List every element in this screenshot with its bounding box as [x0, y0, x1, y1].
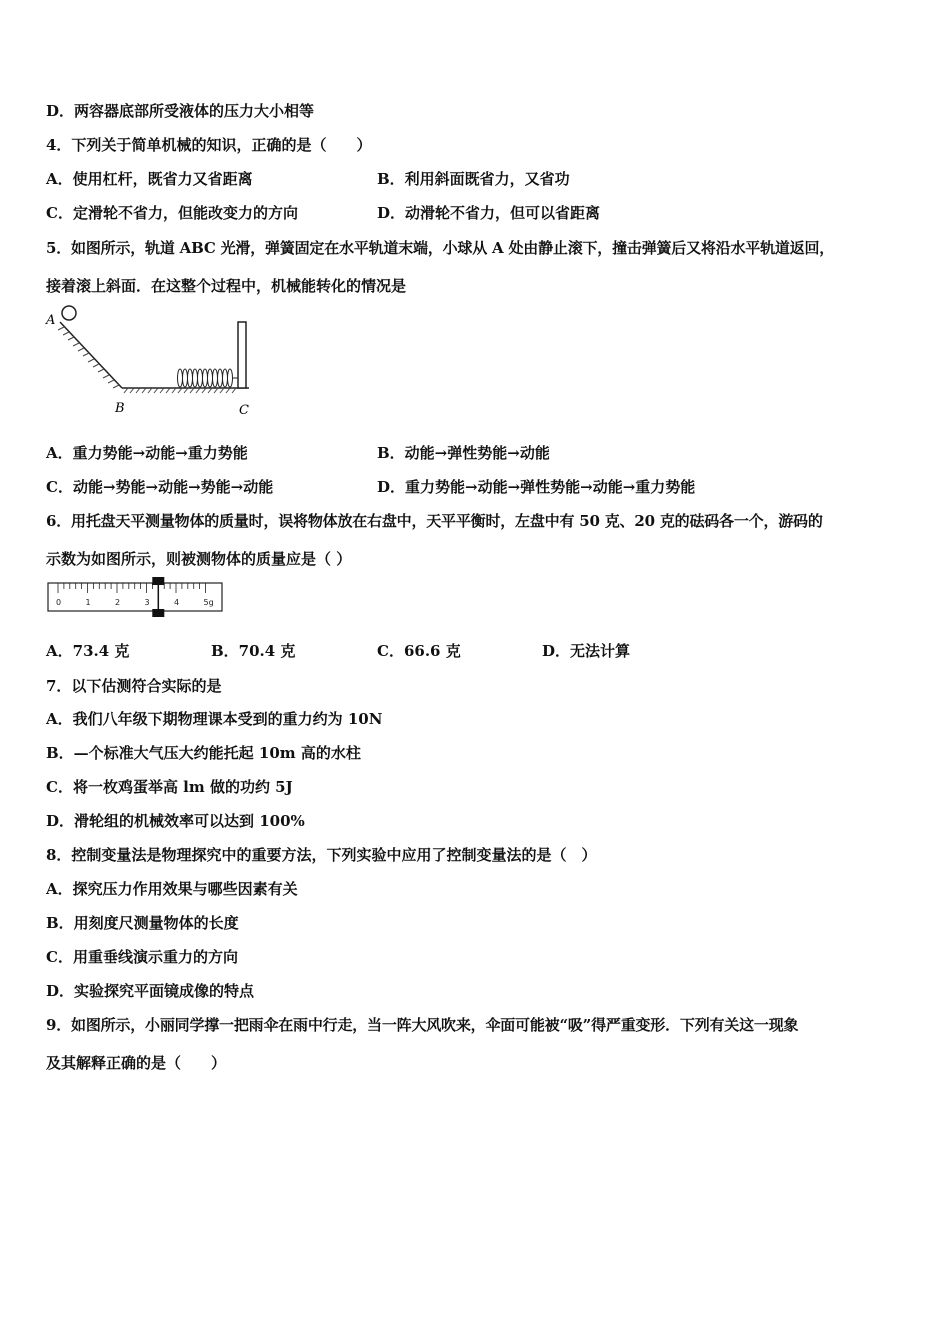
q7-option-d: D．滑轮组的机械效率可以达到 100% — [46, 812, 305, 830]
q7-option-b: B．—个标准大气压大约能托起 10m 高的水柱 — [46, 744, 361, 762]
q4-option-b: B．利用斜面既省力，又省功 — [377, 170, 570, 188]
q7-option-c: C．将一枚鸡蛋举高 lm 做的功约 5J — [46, 778, 293, 796]
scale-label: 5g — [203, 598, 214, 607]
q6-stem-line1: 6．用托盘天平测量物体的质量时，误将物体放在右盘中，天平平衡时，左盘中有 50 克、20 克的砝码各一个，游码的 — [46, 512, 823, 530]
q6-option-c: C．66.6 克 — [377, 642, 461, 660]
q8-stem: 8．控制变量法是物理探究中的重要方法，下列实验中应用了控制变量法的是（ ） — [46, 846, 597, 864]
spring — [178, 369, 239, 387]
q5-option-b: B．动能→弹性势能→动能 — [377, 444, 550, 462]
wall — [238, 322, 246, 388]
slope-hatching — [58, 327, 119, 388]
q5-option-a: A．重力势能→动能→重力势能 — [46, 444, 248, 462]
q5-option-c: C．动能→势能→动能→势能→动能 — [46, 478, 274, 496]
ball — [62, 306, 76, 320]
scale-label: 0 — [56, 598, 62, 607]
label-b: B — [115, 401, 125, 416]
q8-option-b: B．用刻度尺测量物体的长度 — [46, 914, 239, 932]
q6-option-a: A．73.4 克 — [46, 642, 130, 660]
q7-option-a: A．我们八年级下期物理课本受到的重力约为 10N — [46, 710, 383, 728]
q6-option-b: B．70.4 克 — [211, 642, 296, 660]
q7-stem: 7．以下估测符合实际的是 — [46, 677, 222, 695]
q4-option-c: C．定滑轮不省力，但能改变力的方向 — [46, 204, 298, 222]
q9-stem-line2: 及其解释正确的是（ ） — [46, 1054, 227, 1072]
q8-option-a: A．探究压力作用效果与哪些因素有关 — [46, 880, 298, 898]
label-c: C — [239, 403, 249, 418]
q4-option-a: A．使用杠杆，既省力又省距离 — [46, 170, 253, 188]
scale-label: 2 — [115, 598, 121, 607]
q6-stem-line2: 示数为如图所示，则被测物体的质量应是（ ） — [46, 550, 352, 568]
scale-label: 4 — [174, 598, 180, 607]
scale-label: 3 — [144, 598, 150, 607]
q6-option-d: D．无法计算 — [542, 642, 631, 660]
q4-option-d: D．动滑轮不省力，但可以省距离 — [377, 204, 601, 222]
label-a: A — [46, 313, 56, 328]
rider-scale-figure — [46, 577, 226, 619]
q5-stem-line1: 5．如图所示，轨道 ABC 光滑，弹簧固定在水平轨道末端，小球从 A 处由静止滚下，撞击弹簧后又将沿水平轨道返回， — [46, 239, 835, 257]
track-slope — [60, 322, 122, 388]
scale-label: 1 — [85, 598, 91, 607]
q8-option-c: C．用重垂线演示重力的方向 — [46, 948, 238, 966]
track-spring-figure — [44, 302, 258, 424]
q5-option-d: D．重力势能→动能→弹性势能→动能→重力势能 — [377, 478, 696, 496]
q4-stem: 4．下列关于简单机械的知识，正确的是（ ） — [46, 136, 372, 154]
q9-stem-line1: 9．如图所示，小丽同学撑一把雨伞在雨中行走，当一阵大风吹来，伞面可能被“吸”得严重变形．下列有关这一现象 — [46, 1016, 799, 1034]
q3-option-d: D．两容器底部所受液体的压力大小相等 — [46, 102, 315, 120]
q5-stem-line2: 接着滚上斜面．在这整个过程中，机械能转化的情况是 — [46, 277, 407, 295]
q8-option-d: D．实验探究平面镜成像的特点 — [46, 982, 255, 1000]
